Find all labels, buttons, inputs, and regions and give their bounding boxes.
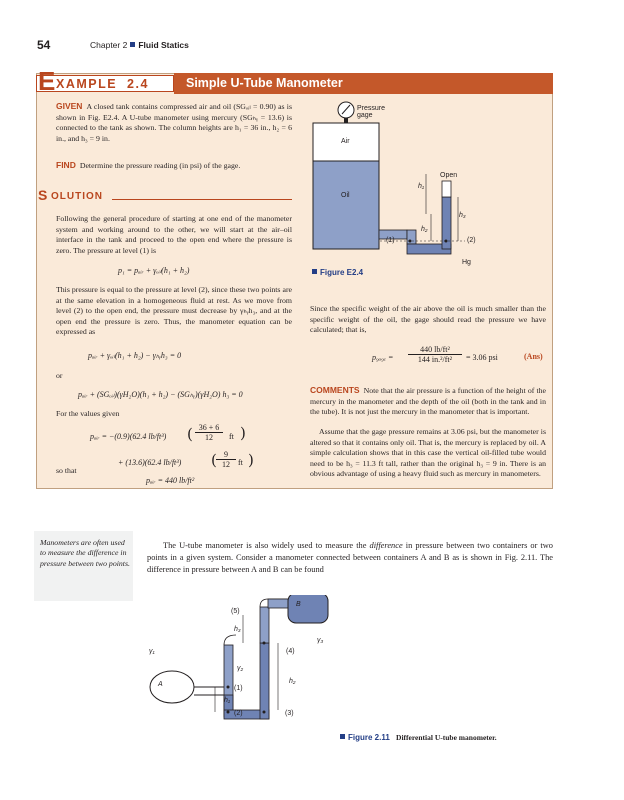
fig211-label-A: A xyxy=(158,681,163,688)
solution-paragraph-2: This pressure is equal to the pressure at level (2), since these two points are at the same elevation in a homogeneous fluid at rest. As we move from level (2) to the open end, the pressure must decrease by γₕᵧh₃, and at the open end the pressure is zero. Thus, the manometer equation can be expressed as xyxy=(56,285,292,337)
label-pressure-gage: Pressure gage xyxy=(357,105,386,119)
equation-p1: p₁ = pₐᵢᵣ + γₒᵢₗ(h₁ + h₂) xyxy=(118,266,190,275)
example-title: Simple U-Tube Manometer xyxy=(186,76,343,90)
right-paragraph-1: Since the specific weight of the air above the oil is much smaller than the specific weight of the oil, the gage should read the pressure we have calculated; that is, xyxy=(310,304,546,335)
fig211-h2: h₂ xyxy=(289,678,296,685)
solution-initial: S xyxy=(38,187,48,203)
paren-right-2: ) xyxy=(248,451,254,469)
fraction-1-num: 36 + 6 xyxy=(198,423,220,432)
figure-2-11-caption-text: Differential U-tube manometer. xyxy=(396,733,497,742)
body-text-2: in pressure between two containers or two points in a given system. Consider a manometer connected between containers A and B as is shown in Fig. 2.11. The difference in pressure between A and B can be found xyxy=(147,541,553,574)
so-that-text: so that xyxy=(56,466,77,475)
solution-rule xyxy=(112,199,292,200)
container-a xyxy=(150,671,194,703)
equation-result: pₐᵢᵣ = 440 lb/ft² xyxy=(146,476,195,485)
figure-2-11-caption-num: Figure 2.11 xyxy=(348,733,390,742)
square-bullet-icon xyxy=(312,269,317,274)
tube-right-leg xyxy=(260,643,269,719)
fig211-gamma1: γ₁ xyxy=(149,648,155,655)
pressure-gage-icon xyxy=(338,102,354,123)
square-bullet-icon xyxy=(130,42,135,47)
answer-marker: (Ans) xyxy=(524,352,543,361)
paren-right: ) xyxy=(240,424,246,442)
figure-e2-4-caption xyxy=(312,268,363,277)
fig211-label-B: B xyxy=(296,601,301,608)
find-text: Determine the pressure reading (in psi) of the gage. xyxy=(79,161,241,170)
label-air: Air xyxy=(341,138,350,145)
comments-paragraph-2: Assume that the gage pressure remains at 3.06 psi, but the manometer is altered so that it contains only oil. That is, the mercury is replaced by oil. A simple calculation shows that in this case the vertical oil-filled tube would need to be h₃ = 11.3 ft tall, rather than the original h₃ = 9 in. There is an obvious advantage of using a heavy fluid such as mercury in manometers. xyxy=(310,427,546,479)
fig211-label-4: (4) xyxy=(286,648,295,655)
gage-fraction xyxy=(408,345,462,364)
solution-heading: OLUTION xyxy=(51,191,103,202)
fig211-h1: h₁ xyxy=(224,697,231,704)
equation-pair-line2: + (13.6)(62.4 lb/ft³) xyxy=(118,458,182,467)
label-level-2: (2) xyxy=(467,237,476,244)
body-paragraph xyxy=(147,540,553,576)
paren-left: ( xyxy=(187,425,193,443)
tank-oil xyxy=(313,161,379,249)
figure-2-11 xyxy=(140,595,350,730)
fraction-2-den: 12 xyxy=(222,460,230,469)
fraction-2-unit: ft xyxy=(238,458,243,467)
container-b xyxy=(288,595,328,623)
paren-left-2: ( xyxy=(211,451,217,469)
given-paragraph xyxy=(56,101,292,144)
fraction-1-den: 12 xyxy=(205,433,213,442)
fig211-gamma2: γ₂ xyxy=(237,665,244,672)
label-h1: h₁ xyxy=(418,183,425,190)
fraction-1-unit: ft xyxy=(229,432,234,441)
given-text: A closed tank contains compressed air and oil (SGₒᵢₗ = 0.90) as is shown in Fig. E2.4. A U-tube manometer using mercury (SGₕᵧ = 13.6) is connected to the tank as shown. The column heights are h₁ = 36 in., h₂ = 6 in., and h₃ = 9 in. xyxy=(56,102,292,143)
equation-sg: pₐᵢᵣ + (SGₒᵢₗ)(γH₂O)(h₁ + h₂) − (SGₕᵧ)(γH₂O) h₃ = 0 xyxy=(78,390,243,399)
chapter-title: Fluid Statics xyxy=(138,40,189,50)
gage-fraction-den: 144 in.²/ft² xyxy=(417,355,453,364)
equation-pair-line1: pₐᵢᵣ = −(0.9)(62.4 lb/ft³) xyxy=(90,432,167,441)
fraction-2-num: 9 xyxy=(224,450,228,459)
find-paragraph xyxy=(56,160,292,172)
fig211-label-5: (5) xyxy=(231,608,240,615)
running-header xyxy=(90,40,189,50)
fig211-label-3: (3) xyxy=(285,710,294,717)
find-keyword: FIND xyxy=(56,160,76,170)
example-word: XAMPLE xyxy=(56,77,118,91)
fraction-1 xyxy=(187,423,227,443)
equation-manometer: pₐᵢᵣ + γₒᵢₗ(h₁ + h₂) − γₕᵧh₃ = 0 xyxy=(88,351,182,360)
for-values-text: For the values given xyxy=(56,409,120,418)
comments-text-1: Note that the air pressure is a function of the height of the mercury in the manometer and the depth of the oil (both in the tank and in the tube). It is not just the mercury in the manometer that is important. xyxy=(310,386,546,417)
body-text-1: The U-tube manometer is also widely used to measure the xyxy=(163,541,370,550)
comments-paragraph-1 xyxy=(310,385,546,418)
equation-gage-lhs: p₉ₐ₉ₑ = xyxy=(372,353,394,362)
label-h2: h₂ xyxy=(421,226,428,233)
example-label xyxy=(56,77,149,91)
label-hg: Hg xyxy=(462,259,471,266)
fig211-h3: h₃ xyxy=(234,626,241,633)
label-open: Open xyxy=(440,172,458,179)
fig211-gamma3: γ₃ xyxy=(317,637,324,644)
equation-gage-rhs: = 3.06 psi xyxy=(466,353,498,362)
fig211-label-1: (1) xyxy=(234,685,243,692)
figure-e2-4-caption-text: Figure E2.4 xyxy=(320,268,364,277)
label-oil: Oil xyxy=(341,192,350,199)
label-h3: h₃ xyxy=(459,212,466,219)
given-keyword: GIVEN xyxy=(56,101,83,111)
example-number: 2.4 xyxy=(127,77,149,91)
fig211-label-2: (2) xyxy=(234,710,243,717)
margin-note: Manometers are often used to measure the difference in pressure between two points. xyxy=(40,538,130,568)
body-text-emphasis: difference xyxy=(369,541,403,550)
figure-e2-4 xyxy=(300,96,500,271)
label-level-1: (1) xyxy=(386,237,395,244)
chapter-label: Chapter 2 xyxy=(90,40,128,50)
figure-2-11-caption xyxy=(340,733,497,742)
example-initial: E xyxy=(38,66,56,96)
tube-top xyxy=(260,607,269,643)
page-number: 54 xyxy=(37,38,51,52)
comments-keyword: COMMENTS xyxy=(310,385,360,395)
solution-paragraph-1: Following the general procedure of starting at one end of the manometer system and working around to the other, we will start at the air–oil interface in the tank and proceed to the open end where the pressure is zero. The pressure at level (1) is xyxy=(56,214,292,255)
gage-fraction-num: 440 lb/ft² xyxy=(420,345,450,354)
or-text: or xyxy=(56,371,63,380)
fraction-2 xyxy=(216,450,236,469)
square-bullet-icon xyxy=(340,734,345,739)
